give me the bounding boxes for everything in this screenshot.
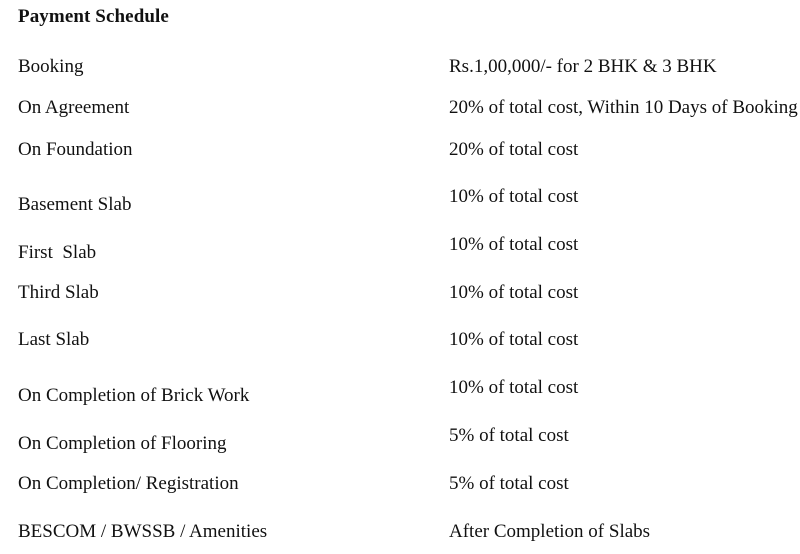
schedule-row-foundation [0,138,800,164]
row-value: 5% of total cost [449,425,569,446]
row-value: 10% of total cost [449,377,579,398]
row-label: Third Slab [18,282,99,303]
schedule-row-flooring [0,425,800,454]
schedule-row-basement-slab [0,186,800,215]
row-label: On Completion/ Registration [18,473,239,494]
row-value: 10% of total cost [449,186,579,207]
page-title: Payment Schedule [18,6,169,27]
row-label: Basement Slab [18,194,132,215]
row-value: 20% of total cost, Within 10 Days of Booking [449,97,798,118]
row-value: 20% of total cost [449,139,579,160]
row-value: Rs.1,00,000/- for 2 BHK & 3 BHK [449,56,717,77]
row-value: After Completion of Slabs [449,521,651,542]
row-value: 10% of total cost [449,329,579,350]
schedule-row-brick-work [0,377,800,406]
row-label: Last Slab [18,329,90,350]
row-value: 5% of total cost [449,473,569,494]
row-label: Booking [18,56,84,77]
row-label: On Completion of Flooring [18,433,227,454]
row-label: On Foundation [18,139,133,160]
schedule-row-booking [0,55,800,81]
row-value: 10% of total cost [449,282,579,303]
schedule-row-amenities [0,521,800,547]
schedule-row-agreement [0,96,800,122]
schedule-row-first-slab [0,234,800,263]
schedule-row-third-slab [0,282,800,308]
row-label: On Completion of Brick Work [18,385,250,406]
schedule-row-last-slab [0,329,800,355]
schedule-row-registration [0,473,800,499]
row-value: 10% of total cost [449,234,579,255]
row-label: On Agreement [18,97,130,118]
row-label: BESCOM / BWSSB / Amenities [18,521,268,542]
row-label: First Slab [18,242,97,263]
